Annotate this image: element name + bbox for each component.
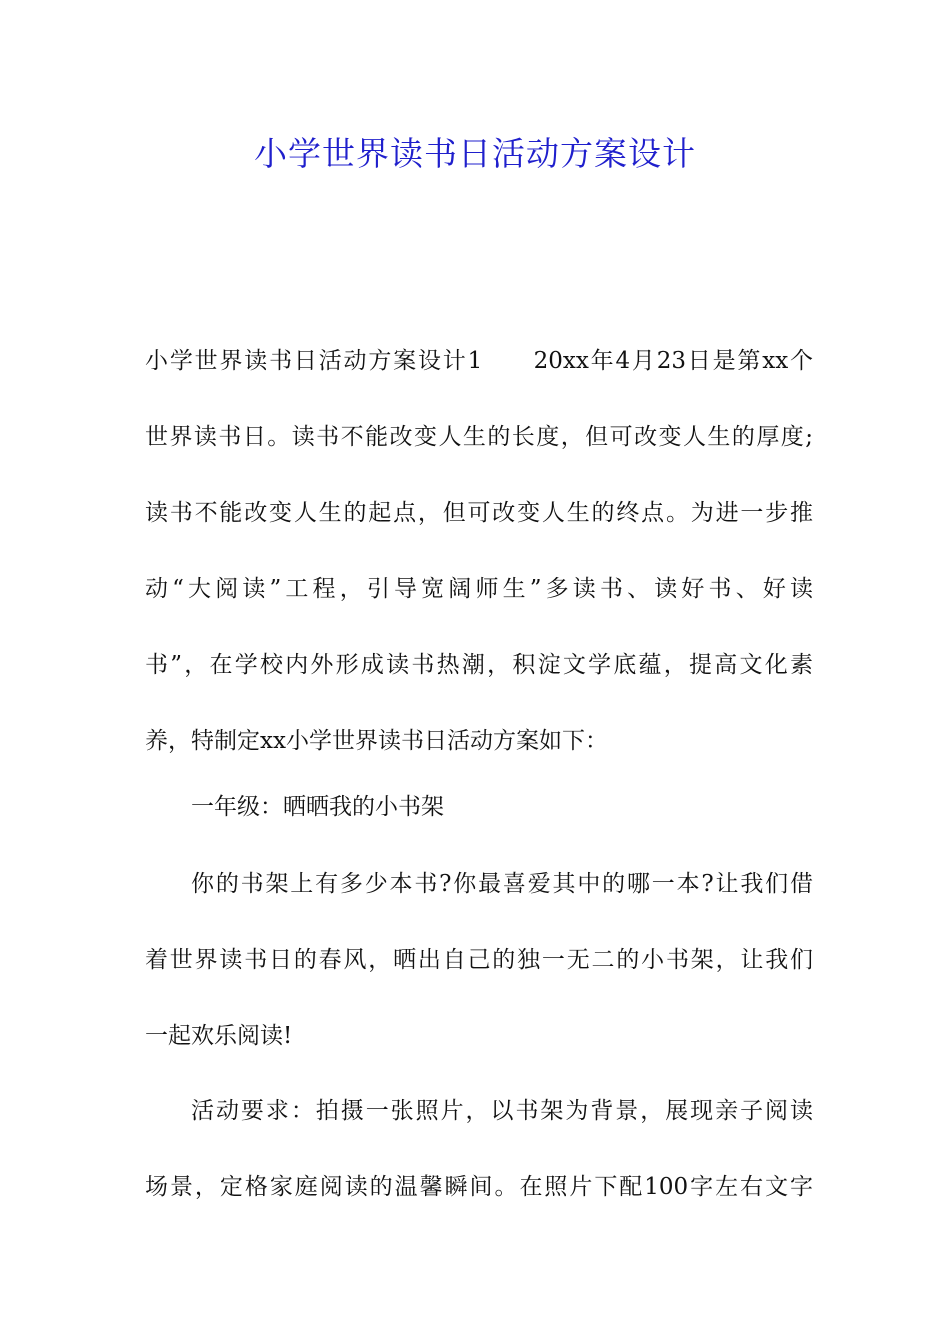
paragraph-line: 活动要求：拍摄一张照片，以书架为背景，展现亲子阅读 <box>191 1098 813 1124</box>
section-heading: 一年级：晒晒我的小书架 <box>191 794 444 820</box>
document-title: 小学世界读书日活动方案设计 <box>254 134 696 173</box>
paragraph-line: 动“大阅读”工程，引导宽阔师生”多读书、读好书、好读 <box>145 576 813 602</box>
paragraph-line: 养，特制定xx小学世界读书日活动方案如下： <box>145 728 608 754</box>
paragraph-line: 你的书架上有多少本书?你最喜爱其中的哪一本?让我们借 <box>191 871 813 897</box>
paragraph-line: 一起欢乐阅读! <box>145 1023 293 1049</box>
paragraph-line: 场景，定格家庭阅读的温馨瞬间。在照片下配100字左右文字 <box>145 1174 813 1200</box>
paragraph-line: 世界读书日。读书不能改变人生的长度，但可改变人生的厚度; <box>145 424 813 450</box>
paragraph-line: 着世界读书日的春风，晒出自己的独一无二的小书架，让我们 <box>145 947 813 973</box>
paragraph-line: 小学世界读书日活动方案设计1 20xx年4月23日是第xx个 <box>145 348 813 374</box>
paragraph-line: 书”，在学校内外形成读书热潮，积淀文学底蕴，提高文化素 <box>145 652 813 678</box>
paragraph-line: 读书不能改变人生的起点，但可改变人生的终点。为进一步推 <box>145 500 813 526</box>
